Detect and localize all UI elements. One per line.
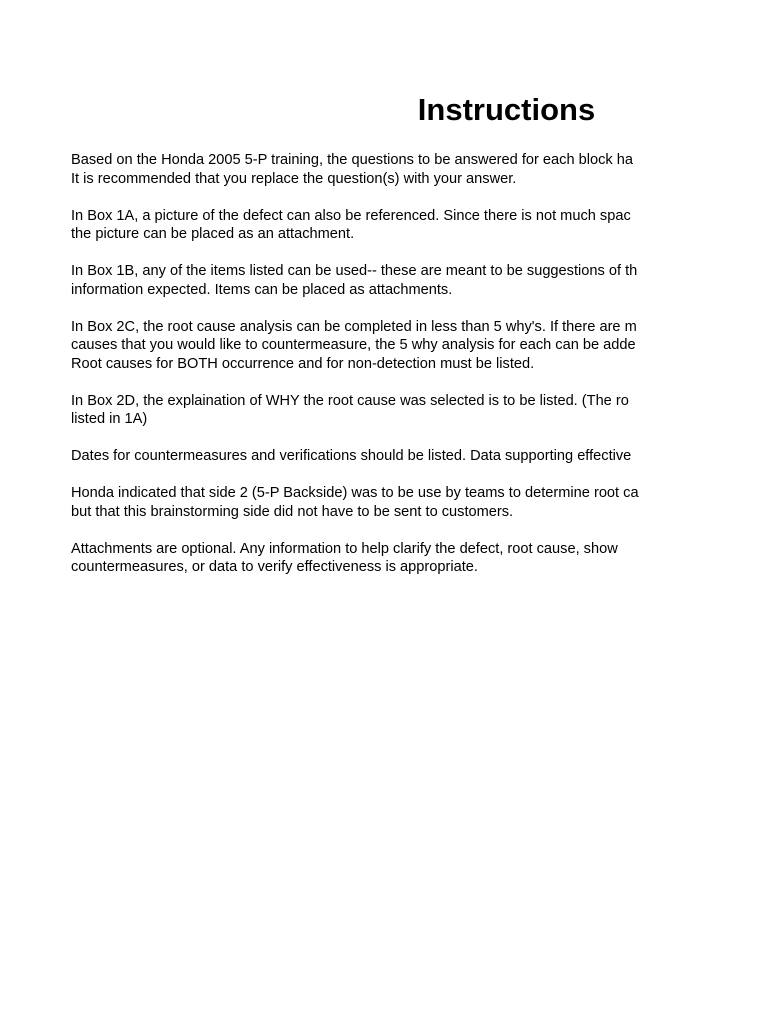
- text-line: Based on the Honda 2005 5-P training, the questions to be answered for each block ha: [71, 152, 633, 168]
- text-line: In Box 2C, the root cause analysis can be completed in less than 5 why's. If there are m: [71, 318, 637, 335]
- text-line: Root causes for BOTH occurrence and for non-detection must be listed.: [71, 355, 535, 372]
- paragraph-intro: [71, 151, 654, 188]
- paragraph-honda-side-2: [71, 484, 654, 521]
- text-line: causes that you would like to countermeasure, the 5 why analysis for each can be adde: [71, 337, 636, 353]
- text-line: but that this brainstorming side did not have to be sent to customers.: [71, 503, 514, 520]
- text-line: In Box 1B, any of the items listed can be used-- these are meant to be suggestions of th: [71, 263, 638, 279]
- text-line: In Box 1A, a picture of the defect can also be referenced. Since there is not much spac: [71, 207, 631, 224]
- instructions-body: [71, 151, 654, 595]
- paragraph-box-1a: [71, 207, 654, 244]
- page-title: Instructions: [417, 92, 596, 127]
- text-line: Honda indicated that side 2 (5-P Backside) was to be use by teams to determine root ca: [71, 485, 639, 501]
- paragraph-box-2d: [71, 392, 654, 429]
- text-line: information expected. Items can be placed as attachments.: [71, 281, 453, 298]
- text-line: listed in 1A): [71, 411, 148, 427]
- paragraph-box-2c: [71, 318, 654, 374]
- text-line: countermeasures, or data to verify effectiveness is appropriate.: [71, 559, 478, 575]
- text-line: the picture can be placed as an attachment.: [71, 226, 355, 242]
- paragraph-attachments: [71, 540, 654, 577]
- paragraph-box-1b: [71, 262, 654, 299]
- text-line: Attachments are optional. Any information to help clarify the defect, root cause, show: [71, 540, 618, 557]
- text-line: In Box 2D, the explaination of WHY the root cause was selected is to be listed. (The ro: [71, 392, 629, 409]
- paragraph-dates: [71, 447, 654, 466]
- text-line: Dates for countermeasures and verifications should be listed. Data supporting effective: [71, 448, 632, 464]
- text-line: It is recommended that you replace the question(s) with your answer.: [71, 170, 517, 187]
